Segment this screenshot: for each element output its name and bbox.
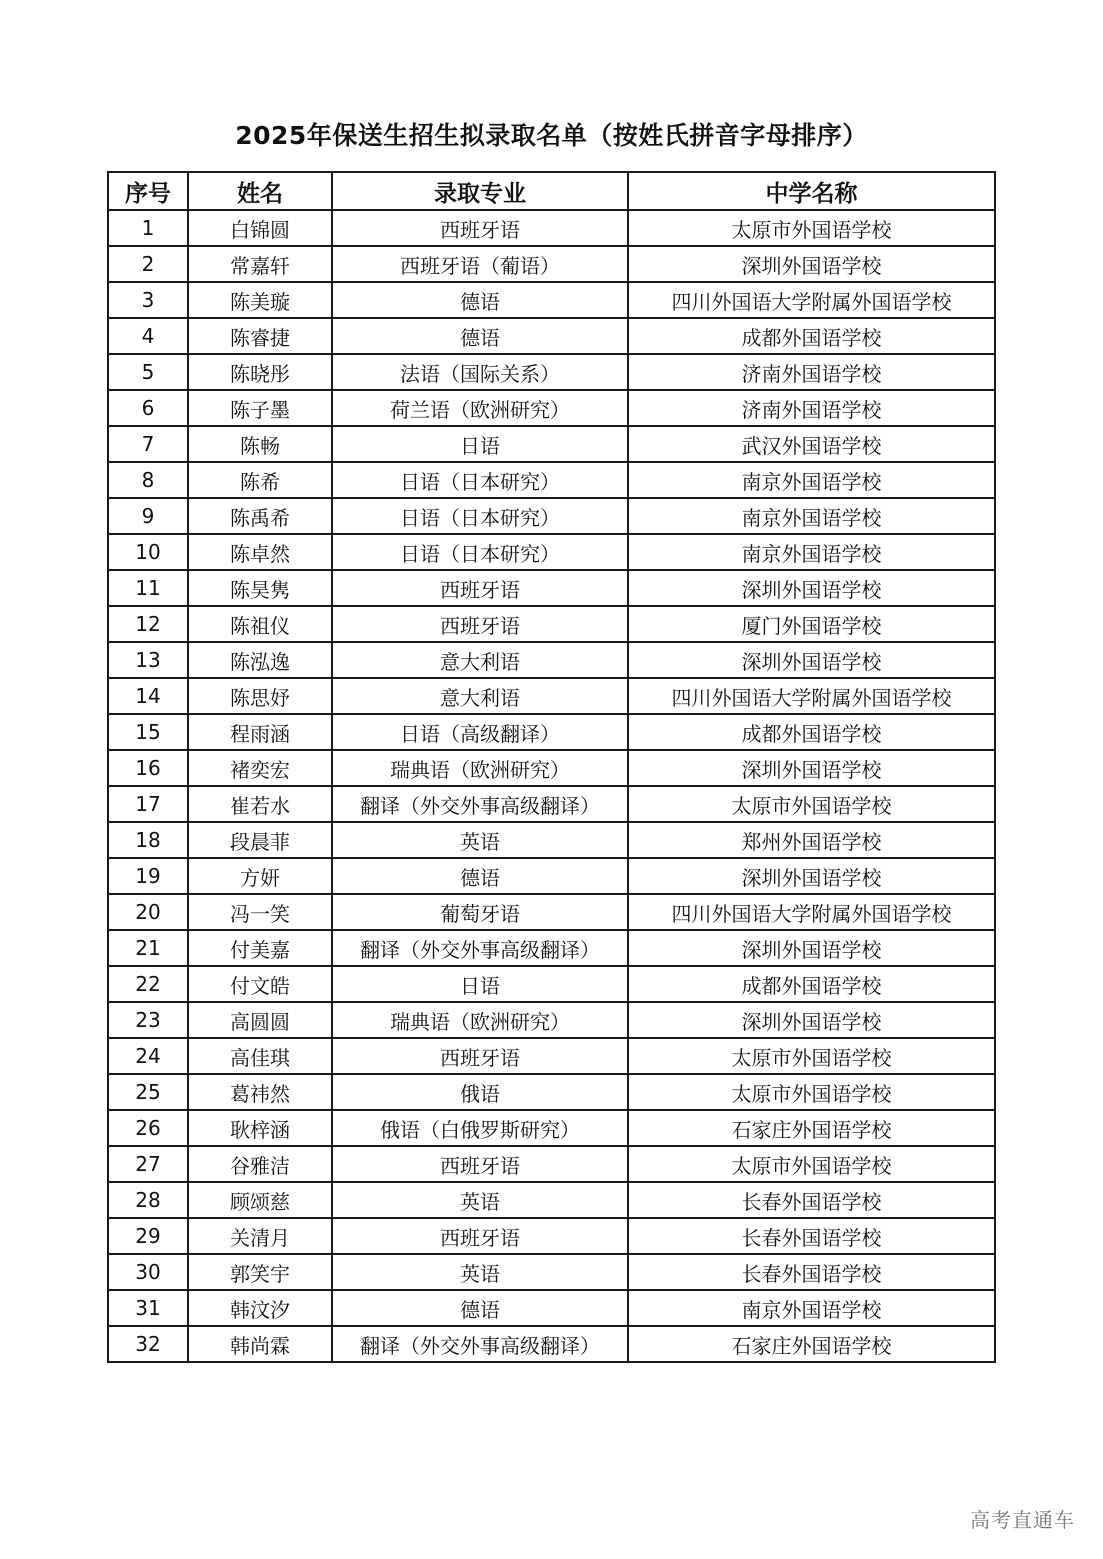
cell-index: 18	[108, 822, 188, 858]
table-row	[108, 318, 995, 354]
cell-index: 11	[108, 570, 188, 606]
table-body	[108, 210, 995, 1362]
cell-major: 德语	[332, 318, 628, 354]
table-row	[108, 1290, 995, 1326]
cell-school: 成都外国语学校	[628, 966, 995, 1002]
document-title: 2025年保送生招生拟录取名单（按姓氏拼音字母排序）	[235, 121, 868, 150]
cell-student-name: 谷雅洁	[188, 1146, 332, 1182]
cell-index: 12	[108, 606, 188, 642]
cell-index: 13	[108, 642, 188, 678]
cell-student-name: 崔若水	[188, 786, 332, 822]
cell-major: 荷兰语（欧洲研究）	[332, 390, 628, 426]
cell-school: 石家庄外国语学校	[628, 1326, 995, 1362]
cell-index: 6	[108, 390, 188, 426]
cell-major: 翻译（外交外事高级翻译）	[332, 786, 628, 822]
cell-major: 日语（日本研究）	[332, 462, 628, 498]
cell-school: 四川外国语大学附属外国语学校	[628, 282, 995, 318]
header-name: 姓名	[188, 172, 332, 210]
cell-index: 5	[108, 354, 188, 390]
cell-major: 德语	[332, 858, 628, 894]
cell-major: 法语（国际关系）	[332, 354, 628, 390]
cell-major: 日语（日本研究）	[332, 498, 628, 534]
cell-major: 西班牙语	[332, 1218, 628, 1254]
cell-major: 德语	[332, 1290, 628, 1326]
cell-major: 葡萄牙语	[332, 894, 628, 930]
cell-student-name: 高圆圆	[188, 1002, 332, 1038]
table-row	[108, 1182, 995, 1218]
cell-student-name: 陈昊隽	[188, 570, 332, 606]
table-row	[108, 1326, 995, 1362]
header-index: 序号	[108, 172, 188, 210]
cell-student-name: 陈睿捷	[188, 318, 332, 354]
table-row	[108, 462, 995, 498]
cell-student-name: 陈晓彤	[188, 354, 332, 390]
admission-list-table	[107, 171, 996, 1363]
table-row	[108, 498, 995, 534]
table-row	[108, 786, 995, 822]
cell-index: 24	[108, 1038, 188, 1074]
cell-index: 21	[108, 930, 188, 966]
header-school: 中学名称	[628, 172, 995, 210]
header-row	[108, 172, 995, 210]
cell-school: 太原市外国语学校	[628, 786, 995, 822]
cell-major: 瑞典语（欧洲研究）	[332, 750, 628, 786]
cell-index: 16	[108, 750, 188, 786]
cell-school: 深圳外国语学校	[628, 930, 995, 966]
cell-school: 济南外国语学校	[628, 354, 995, 390]
table-row	[108, 1110, 995, 1146]
cell-major: 英语	[332, 1182, 628, 1218]
cell-major: 日语	[332, 426, 628, 462]
table-row	[108, 1038, 995, 1074]
watermark-text: 高考直通车	[970, 1508, 1075, 1532]
cell-major: 西班牙语	[332, 606, 628, 642]
cell-index: 19	[108, 858, 188, 894]
cell-student-name: 韩尚霖	[188, 1326, 332, 1362]
table-row	[108, 390, 995, 426]
cell-index: 25	[108, 1074, 188, 1110]
cell-major: 俄语	[332, 1074, 628, 1110]
cell-index: 31	[108, 1290, 188, 1326]
cell-index: 28	[108, 1182, 188, 1218]
cell-major: 俄语（白俄罗斯研究）	[332, 1110, 628, 1146]
cell-school: 太原市外国语学校	[628, 1038, 995, 1074]
table-row	[108, 858, 995, 894]
cell-major: 西班牙语	[332, 1146, 628, 1182]
table-row	[108, 354, 995, 390]
cell-major: 意大利语	[332, 642, 628, 678]
cell-student-name: 付美嘉	[188, 930, 332, 966]
cell-student-name: 陈卓然	[188, 534, 332, 570]
cell-index: 8	[108, 462, 188, 498]
cell-school: 深圳外国语学校	[628, 642, 995, 678]
cell-major: 英语	[332, 822, 628, 858]
cell-school: 南京外国语学校	[628, 462, 995, 498]
table-row	[108, 894, 995, 930]
cell-school: 武汉外国语学校	[628, 426, 995, 462]
cell-index: 3	[108, 282, 188, 318]
cell-index: 22	[108, 966, 188, 1002]
cell-index: 14	[108, 678, 188, 714]
cell-major: 瑞典语（欧洲研究）	[332, 1002, 628, 1038]
table-row	[108, 570, 995, 606]
table-row	[108, 1002, 995, 1038]
cell-index: 9	[108, 498, 188, 534]
cell-index: 30	[108, 1254, 188, 1290]
cell-index: 15	[108, 714, 188, 750]
cell-major: 西班牙语	[332, 210, 628, 246]
cell-major: 日语（高级翻译）	[332, 714, 628, 750]
cell-school: 南京外国语学校	[628, 534, 995, 570]
cell-student-name: 陈子墨	[188, 390, 332, 426]
cell-index: 29	[108, 1218, 188, 1254]
table-row	[108, 606, 995, 642]
cell-student-name: 程雨涵	[188, 714, 332, 750]
cell-major: 西班牙语（葡语）	[332, 246, 628, 282]
table-row	[108, 246, 995, 282]
cell-index: 4	[108, 318, 188, 354]
cell-index: 10	[108, 534, 188, 570]
cell-major: 日语	[332, 966, 628, 1002]
cell-school: 南京外国语学校	[628, 498, 995, 534]
cell-school: 郑州外国语学校	[628, 822, 995, 858]
table-row	[108, 1254, 995, 1290]
cell-student-name: 郭笑宇	[188, 1254, 332, 1290]
cell-major: 日语（日本研究）	[332, 534, 628, 570]
cell-student-name: 陈美璇	[188, 282, 332, 318]
table-row	[108, 966, 995, 1002]
cell-student-name: 陈畅	[188, 426, 332, 462]
table-row	[108, 822, 995, 858]
cell-index: 1	[108, 210, 188, 246]
cell-student-name: 褚奕宏	[188, 750, 332, 786]
cell-school: 太原市外国语学校	[628, 210, 995, 246]
cell-major: 德语	[332, 282, 628, 318]
table-row	[108, 714, 995, 750]
cell-student-name: 韩汶汐	[188, 1290, 332, 1326]
cell-school: 四川外国语大学附属外国语学校	[628, 678, 995, 714]
cell-school: 长春外国语学校	[628, 1182, 995, 1218]
table-row	[108, 642, 995, 678]
cell-school: 深圳外国语学校	[628, 1002, 995, 1038]
cell-student-name: 陈思妤	[188, 678, 332, 714]
table-row	[108, 678, 995, 714]
cell-index: 32	[108, 1326, 188, 1362]
table-row	[108, 930, 995, 966]
cell-school: 深圳外国语学校	[628, 858, 995, 894]
cell-school: 长春外国语学校	[628, 1254, 995, 1290]
cell-student-name: 陈希	[188, 462, 332, 498]
cell-school: 石家庄外国语学校	[628, 1110, 995, 1146]
cell-student-name: 顾颂慈	[188, 1182, 332, 1218]
cell-school: 厦门外国语学校	[628, 606, 995, 642]
cell-index: 2	[108, 246, 188, 282]
cell-school: 成都外国语学校	[628, 714, 995, 750]
cell-student-name: 常嘉轩	[188, 246, 332, 282]
cell-school: 太原市外国语学校	[628, 1146, 995, 1182]
cell-student-name: 耿梓涵	[188, 1110, 332, 1146]
cell-index: 7	[108, 426, 188, 462]
cell-major: 西班牙语	[332, 570, 628, 606]
cell-school: 深圳外国语学校	[628, 246, 995, 282]
cell-student-name: 关清月	[188, 1218, 332, 1254]
cell-index: 17	[108, 786, 188, 822]
cell-student-name: 陈祖仪	[188, 606, 332, 642]
cell-student-name: 冯一笑	[188, 894, 332, 930]
cell-student-name: 付文皓	[188, 966, 332, 1002]
header-major: 录取专业	[332, 172, 628, 210]
cell-index: 23	[108, 1002, 188, 1038]
cell-school: 南京外国语学校	[628, 1290, 995, 1326]
cell-student-name: 葛祎然	[188, 1074, 332, 1110]
cell-major: 翻译（外交外事高级翻译）	[332, 930, 628, 966]
table-row	[108, 1146, 995, 1182]
cell-major: 西班牙语	[332, 1038, 628, 1074]
cell-student-name: 高佳琪	[188, 1038, 332, 1074]
table-row	[108, 534, 995, 570]
cell-major: 意大利语	[332, 678, 628, 714]
cell-student-name: 陈禹希	[188, 498, 332, 534]
table-row	[108, 426, 995, 462]
cell-major: 翻译（外交外事高级翻译）	[332, 1326, 628, 1362]
cell-school: 深圳外国语学校	[628, 750, 995, 786]
table-row	[108, 210, 995, 246]
table-row	[108, 750, 995, 786]
cell-school: 深圳外国语学校	[628, 570, 995, 606]
cell-student-name: 段晨菲	[188, 822, 332, 858]
cell-major: 英语	[332, 1254, 628, 1290]
table-row	[108, 1218, 995, 1254]
cell-index: 27	[108, 1146, 188, 1182]
table-row	[108, 1074, 995, 1110]
cell-index: 20	[108, 894, 188, 930]
cell-student-name: 陈泓逸	[188, 642, 332, 678]
cell-index: 26	[108, 1110, 188, 1146]
table-header	[108, 172, 995, 210]
table-row	[108, 282, 995, 318]
cell-school: 长春外国语学校	[628, 1218, 995, 1254]
cell-school: 太原市外国语学校	[628, 1074, 995, 1110]
cell-student-name: 方妍	[188, 858, 332, 894]
cell-student-name: 白锦圆	[188, 210, 332, 246]
cell-school: 四川外国语大学附属外国语学校	[628, 894, 995, 930]
cell-school: 济南外国语学校	[628, 390, 995, 426]
cell-school: 成都外国语学校	[628, 318, 995, 354]
